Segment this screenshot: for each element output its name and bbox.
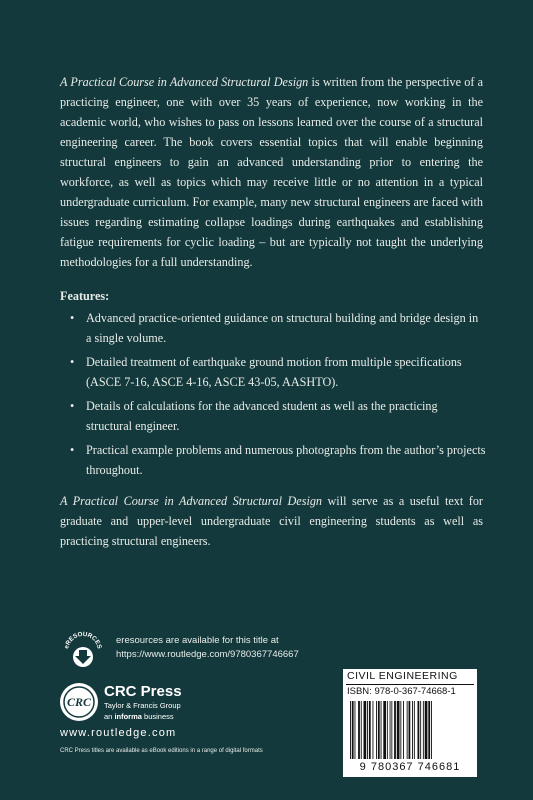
barcode-icon	[347, 701, 473, 763]
publisher-name: CRC Press	[104, 683, 182, 700]
feature-text: Detailed treatment of earthquake ground motion from multiple specifications (ASCE 7-16, ASCE 4-16, ASCE 43-05, AASHTO).	[86, 355, 462, 389]
svg-text:eRESOURCES	[63, 631, 103, 650]
barcode-bar	[358, 701, 360, 759]
features-list	[66, 308, 486, 484]
business-prefix: an	[104, 712, 115, 721]
barcode-bar	[400, 701, 401, 759]
barcode-bar	[390, 701, 391, 759]
barcode-bar	[403, 701, 404, 759]
bullet-icon: •	[70, 443, 75, 457]
eresources-info	[116, 634, 299, 662]
barcode-bar	[423, 701, 424, 759]
closing-text: will serve as a useful text for graduate and upper-level undergraduate civil engineering students as well as practicing structural engineers.	[60, 494, 483, 548]
barcode-bar	[412, 701, 413, 759]
barcode-bar	[352, 701, 354, 759]
feature-item	[66, 396, 486, 436]
feature-item	[66, 440, 486, 480]
barcode-bar	[361, 701, 362, 759]
bullet-icon: •	[70, 399, 75, 413]
barcode-bar	[420, 701, 421, 759]
bullet-icon: •	[70, 355, 75, 369]
barcode-bar	[355, 701, 356, 759]
bullet-icon: •	[70, 311, 75, 325]
crc-press-logo-icon	[59, 682, 99, 722]
barcode-bar	[391, 701, 392, 759]
subject-label: CIVIL ENGINEERING	[347, 670, 458, 682]
barcode-bar	[397, 701, 400, 759]
barcode-bar	[394, 701, 396, 759]
barcode-digits: 9 780367 746681	[359, 761, 461, 773]
barcode-bar	[409, 701, 411, 759]
barcode-bar	[428, 701, 430, 759]
eresources-logo-text: eRESOURCES	[63, 630, 103, 650]
intro-text: is written from the perspective of a practicing engineer, one with over 35 years of experience, now working in the academic world, who wishes to pass on lessons learned over the course of a structural engineering career. The book covers essential topics that will enable beginning structural engineers to gain an advanced understanding prior to entering the workforce, as well as topics which may receive little or no attention in a typical undergraduate curriculum. For example, many new structural engineers are faced with issues regarding estimating collapse loadings during earthquakes and establishing fatigue requirements for cyclic loading – but are typically not taught the underlying methodologies for a full understanding.	[60, 75, 483, 269]
barcode-bar	[431, 701, 432, 759]
business-suffix: business	[141, 712, 174, 721]
closing-book-title: A Practical Course in Advanced Structural Design	[60, 494, 323, 508]
closing-paragraph	[60, 491, 483, 551]
feature-item	[66, 308, 486, 348]
publisher-website: www.routledge.com	[60, 727, 177, 739]
feature-text: Details of calculations for the advanced student as well as the practicing structural engineer.	[86, 399, 438, 433]
publisher-group: Taylor & Francis Group	[104, 701, 181, 710]
intro-paragraph	[60, 72, 483, 272]
eresources-url: https://www.routledge.com/9780367746667	[116, 649, 299, 660]
barcode-bar	[418, 701, 420, 759]
ebook-note: CRC Press titles are available as eBook editions in a range of digital formats	[60, 748, 263, 754]
barcode-bar	[378, 701, 380, 759]
subject-divider	[346, 684, 474, 685]
feature-text: Advanced practice-oriented guidance on structural building and bridge design in a single volume.	[86, 311, 479, 345]
barcode-bar	[367, 701, 368, 759]
isbn-text: ISBN: 978-0-367-74668-1	[347, 686, 456, 697]
eresources-line: eresources are available for this title at	[116, 635, 279, 646]
barcode-bar	[369, 701, 371, 759]
feature-text: Practical example problems and numerous photographs from the author’s projects throughout.	[86, 443, 486, 477]
barcode-bar	[373, 701, 374, 759]
crc-logo-text: CRC	[66, 695, 92, 709]
barcode-bar	[407, 701, 408, 759]
barcode-bar	[376, 701, 377, 759]
eresources-logo-icon	[63, 629, 103, 669]
publisher-block	[104, 683, 182, 722]
barcode-bar	[383, 701, 386, 759]
barcode-bar	[425, 701, 428, 759]
intro-book-title: A Practical Course in Advanced Structural Design	[60, 75, 309, 89]
barcode-bar	[387, 701, 388, 759]
barcode-bar	[364, 701, 367, 759]
publisher-business	[104, 711, 182, 722]
barcode-bar	[350, 701, 351, 759]
barcode-bar	[414, 701, 415, 759]
features-heading: Features:	[60, 289, 110, 303]
barcode-panel	[343, 669, 477, 777]
informa-brand: informa	[114, 712, 142, 721]
barcode-bar	[381, 701, 382, 759]
feature-item	[66, 352, 486, 392]
